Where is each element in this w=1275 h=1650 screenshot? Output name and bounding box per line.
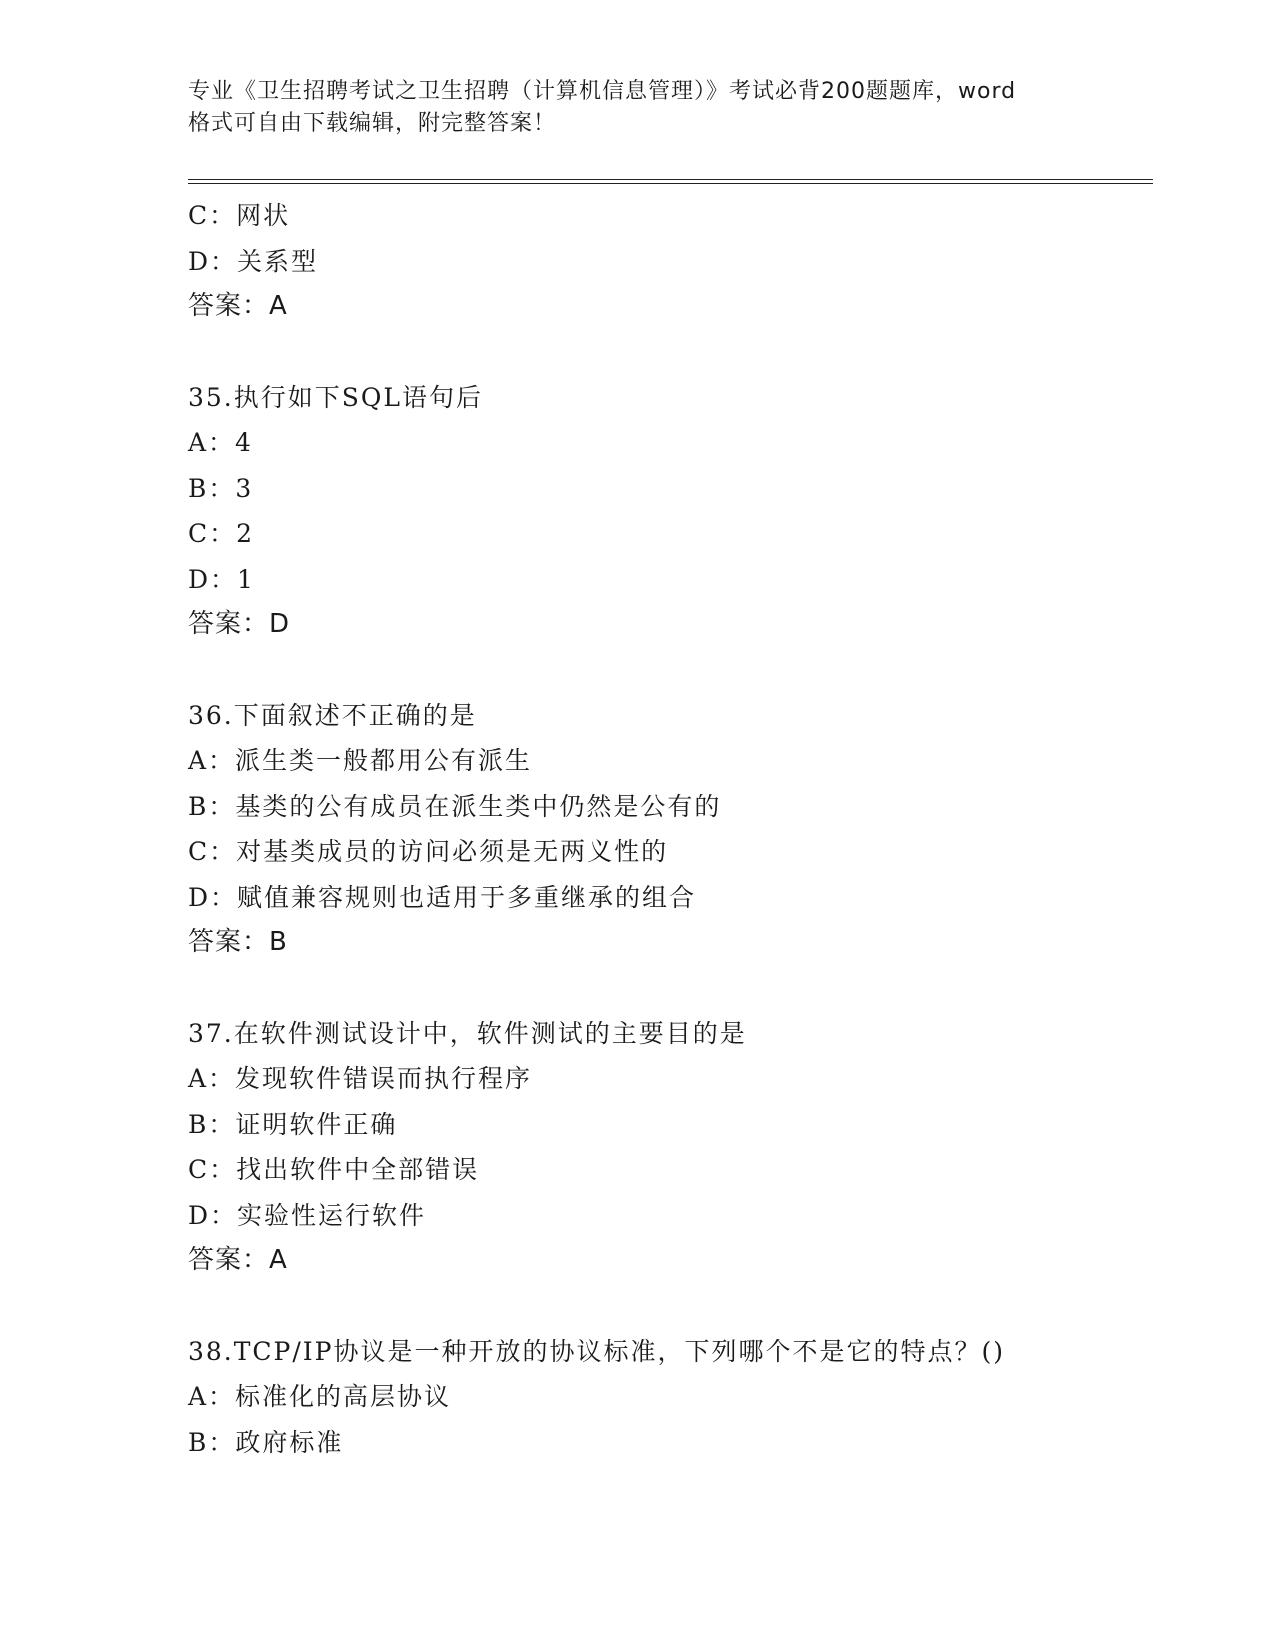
document-header [188,76,1088,140]
option-d: D：实验性运行软件 [188,1200,427,1230]
header-divider-top [188,179,1153,180]
option-c: C：找出软件中全部错误 [188,1155,480,1184]
header-line-2: 格式可自由下载编辑，附完整答案！ [188,111,557,136]
option-c: C：网状 [188,201,291,230]
question-fragment [188,193,1153,330]
option-b: B：基类的公有成员在派生类中仍然是公有的 [188,791,722,821]
option-a: A：标准化的高层协议 [188,1382,452,1411]
question-35 [188,375,1153,648]
question-stem: 37.在软件测试设计中，软件测试的主要目的是 [188,1018,747,1048]
question-spacer [188,1284,1153,1329]
question-stem: 38.TCP/IP协议是一种开放的协议标准，下列哪个不是它的特点？() [188,1336,1006,1366]
question-list [188,193,1153,1465]
answer-line: 答案：A [188,291,288,321]
option-d: D：1 [188,564,255,594]
question-stem: 35.执行如下SQL语句后 [188,382,483,412]
header-divider-bottom [188,183,1153,184]
option-d: D：赋值兼容规则也适用于多重继承的组合 [188,882,697,912]
header-line-1: 专业《卫生招聘考试之卫生招聘（计算机信息管理）》考试必背200题题库，word [188,79,1017,104]
question-spacer [188,330,1153,375]
option-c: C：2 [188,519,255,548]
option-d: D：关系型 [188,246,319,276]
question-spacer [188,648,1153,693]
answer-line: 答案：A [188,1245,288,1275]
question-stem: 36.下面叙述不正确的是 [188,700,477,730]
option-a: A：派生类一般都用公有派生 [188,746,533,775]
option-b: B：3 [188,473,254,503]
answer-line: 答案：B [188,927,288,957]
option-a: A：发现软件错误而执行程序 [188,1064,533,1093]
option-b: B：证明软件正确 [188,1109,398,1139]
option-a: A：4 [188,428,253,457]
question-spacer [188,966,1153,1011]
option-b: B：政府标准 [188,1427,344,1457]
question-38 [188,1329,1153,1466]
option-c: C：对基类成员的访问必须是无两义性的 [188,837,669,866]
question-36 [188,693,1153,966]
answer-line: 答案：D [188,609,291,639]
question-37 [188,1011,1153,1284]
